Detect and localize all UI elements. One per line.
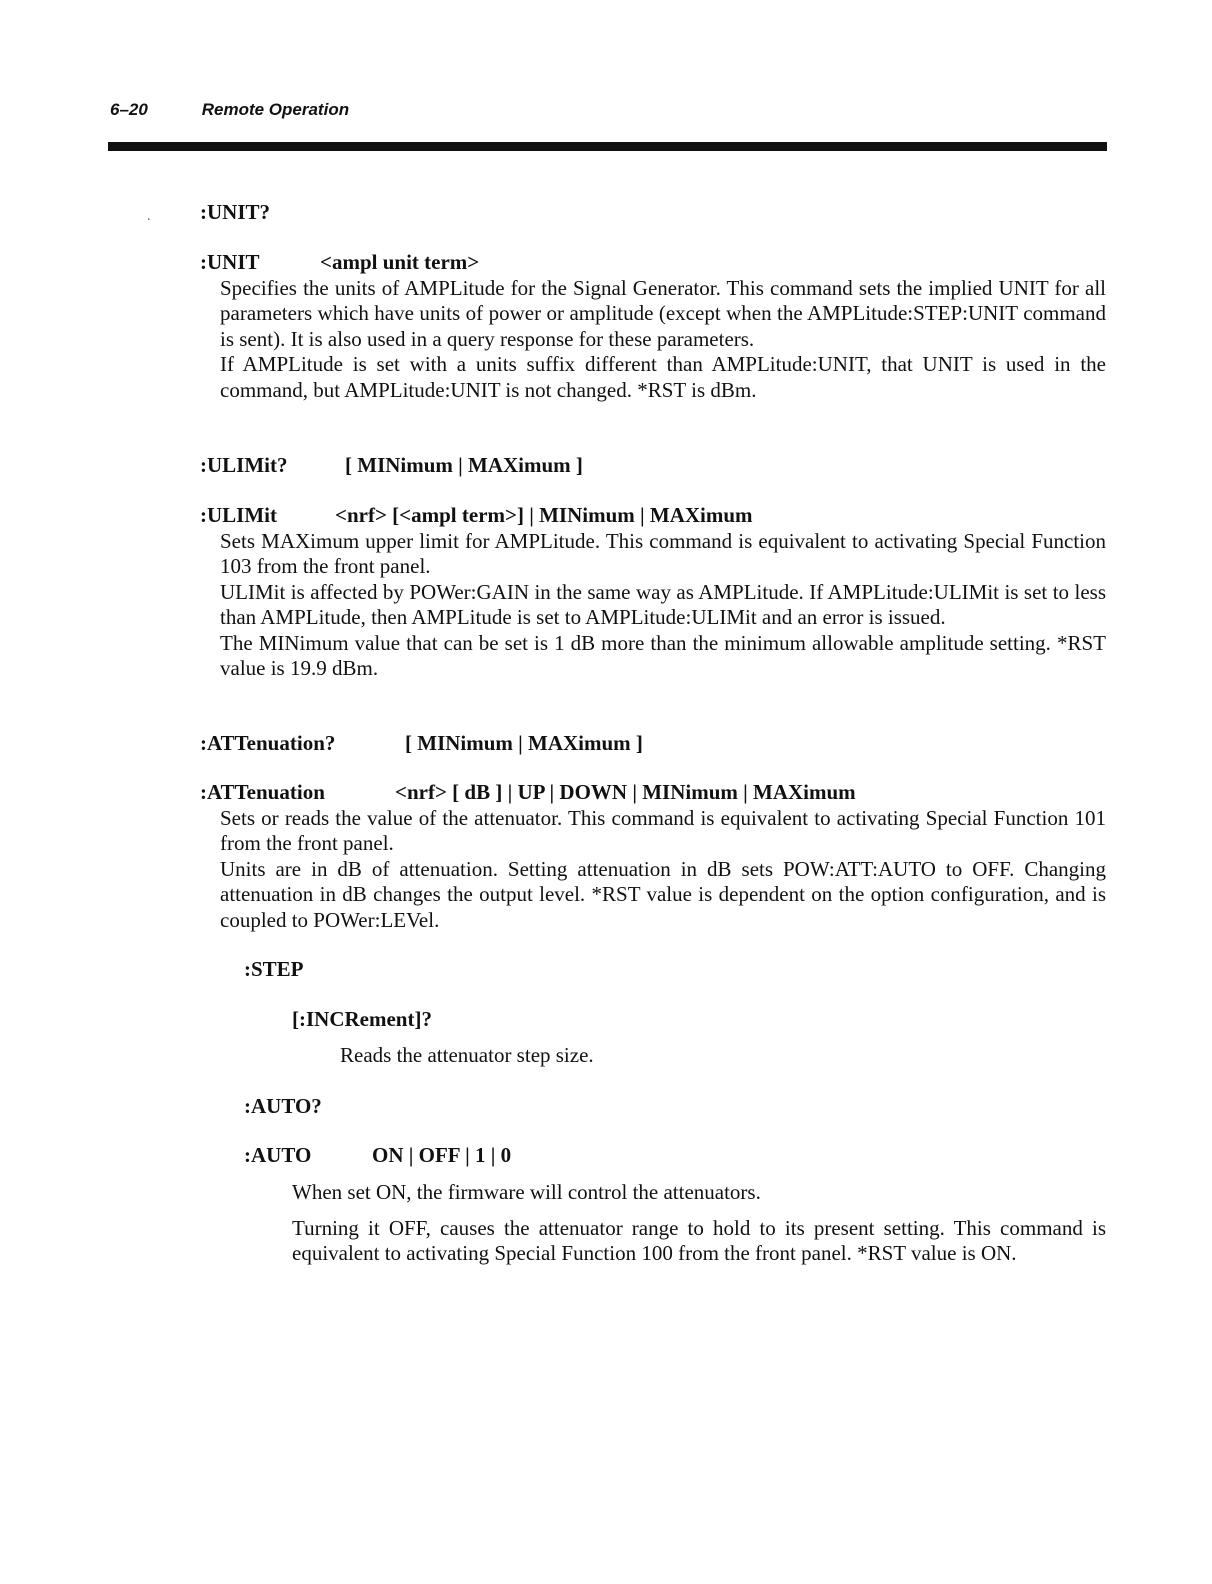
command-name: :UNIT?	[200, 200, 271, 224]
page-number: 6–20	[110, 100, 148, 119]
description-paragraph: When set ON, the firmware will control the attenuators.	[292, 1180, 761, 1204]
attenuation-query-entry	[200, 731, 643, 757]
command-params: <nrf> [ dB ] | UP | DOWN | MINimum | MAXimum	[395, 780, 856, 804]
command-name: :AUTO	[244, 1143, 312, 1167]
command-name: :UNIT	[200, 250, 260, 274]
command-name: [:INCRement]?	[292, 1007, 432, 1031]
description-paragraph: ULIMit is affected by POWer:GAIN in the same way as AMPLitude. If AMPLitude:ULIMit is set to less than AMPLitude, then AMPLitude is set to AMPLitude:ULIMit and an error is issued.	[220, 579, 1106, 629]
header-rule	[108, 142, 1107, 151]
auto-set-description	[292, 1180, 1106, 1267]
command-params: [ MINimum | MAXimum ]	[405, 731, 643, 755]
auto-query-entry	[244, 1094, 322, 1120]
command-params: ON | OFF | 1 | 0	[372, 1143, 512, 1167]
description-paragraph: Sets or reads the value of the attenuator. This command is equivalent to activating Special Function 101 from the front panel.	[220, 805, 1106, 855]
unit-query-entry	[200, 200, 270, 226]
increment-description	[340, 1043, 594, 1069]
command-name: :STEP	[244, 957, 304, 981]
description-paragraph: Sets MAXimum upper limit for AMPLitude. This command is equivalent to activating Special Function 103 from the front panel.	[220, 528, 1106, 578]
description-paragraph: Specifies the units of AMPLitude for the Signal Generator. This command sets the implied UNIT for all parameters which have units of power or amplitude (except when the AMPLitude:STEP:UNIT command is sent). It is also used in a query response for these parameters.	[220, 275, 1106, 351]
attenuation-set-entry	[200, 780, 1106, 933]
command-name: :ULIMit?	[200, 453, 288, 477]
increment-entry	[292, 1007, 432, 1033]
description-paragraph: Turning it OFF, causes the attenuator range to hold to its present setting. This command is equivalent to activating Special Function 100 from the front panel. *RST value is ON.	[292, 1215, 1106, 1265]
step-entry	[244, 957, 304, 983]
unit-set-entry	[200, 250, 1106, 403]
ulimit-set-entry	[200, 503, 1106, 682]
description-paragraph: The MINimum value that can be set is 1 dB more than the minimum allowable amplitude setting. *RST value is 19.9 dBm.	[220, 630, 1106, 680]
description-paragraph: Units are in dB of attenuation. Setting attenuation in dB sets POW:ATT:AUTO to OFF. Changing attenuation in dB changes the output level. *RST value is dependent on the option configuration, and is coupled to POWer:LEVel.	[220, 856, 1106, 932]
command-name: :ATTenuation?	[200, 731, 336, 755]
description-paragraph: Reads the attenuator step size.	[340, 1043, 594, 1067]
auto-set-entry	[244, 1143, 511, 1169]
scan-speck: .	[147, 209, 151, 224]
page-header	[110, 100, 349, 126]
section-title: Remote Operation	[201, 100, 350, 119]
command-params: <ampl unit term>	[320, 250, 480, 274]
description-paragraph: If AMPLitude is set with a units suffix different than AMPLitude:UNIT, that UNIT is used in the command, but AMPLitude:UNIT is not changed. *RST is dBm.	[220, 352, 1106, 402]
command-name: :AUTO?	[244, 1094, 322, 1118]
ulimit-query-entry	[200, 453, 583, 479]
command-name: :ATTenuation	[200, 780, 325, 804]
command-params: <nrf> [<ampl term>] | MINimum | MAXimum	[335, 503, 753, 527]
command-name: :ULIMit	[200, 503, 277, 527]
command-params: [ MINimum | MAXimum ]	[345, 453, 583, 477]
